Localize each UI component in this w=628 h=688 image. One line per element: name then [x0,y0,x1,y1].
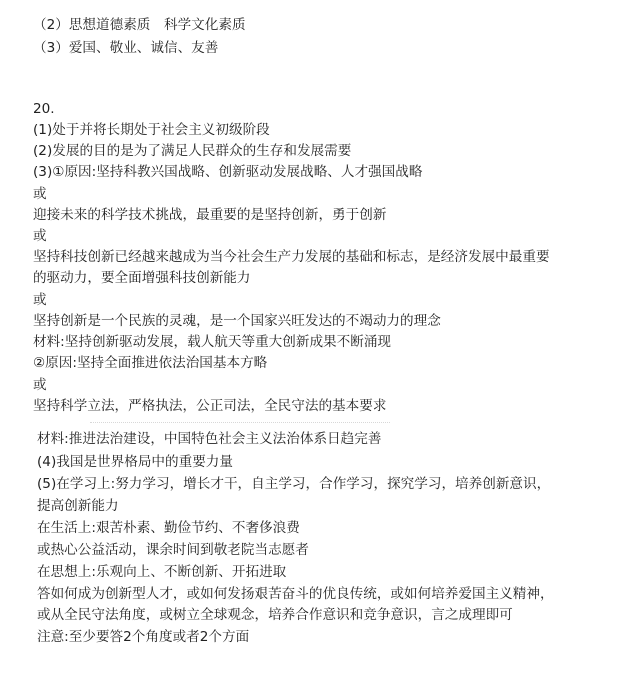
answer-text-line: (5)在学习上:努力学习，增长才干，自主学习，合作学习，探究学习，培养创新意识， [37,476,551,492]
answer-text-line: 或 [33,377,47,393]
answer-text-line: 或 [33,228,47,244]
answer-text-line: 注意:至少要答2个角度或者2个方面 [37,629,250,645]
answer-text-line: 坚持科学立法，严格执法，公正司法，全民守法的基本要求 [33,398,387,414]
question-number: 20. [33,101,55,117]
answer-text-line: 在思想上:乐观向上、不断创新、开拓进取 [37,564,287,580]
answer-text-line: 的驱动力，要全面增强科技创新能力 [33,270,251,286]
answer-text-line: 提高创新能力 [37,498,119,514]
answer-text-line: 或 [33,186,47,202]
page-break-rule [90,422,390,423]
answer-text-line: (4)我国是世界格局中的重要力量 [37,454,233,470]
answer-text-line: 或从全民守法角度，或树立全球观念，培养合作意识和竞争意识，言之成理即可 [37,607,513,623]
answer-text-line: 或热心公益活动，课余时间到敬老院当志愿者 [37,542,309,558]
answer-text-line: 或 [33,292,47,308]
answer-text-line: 迎接未来的科学技术挑战，最重要的是坚持创新，勇于创新 [33,207,387,223]
answer-text-line: (1)处于并将长期处于社会主义初级阶段 [33,122,270,138]
answer-text-line: (2)发展的目的是为了满足人民群众的生存和发展需要 [33,143,352,159]
answer-line-3: （3）爱国、敬业、诚信、友善 [33,40,219,56]
answer-text-line: 坚持科技创新已经越来越成为当今社会生产力发展的基础和标志，是经济发展中最重要 [33,249,550,265]
answer-text-line: 答如何成为创新型人才，或如何发扬艰苦奋斗的优良传统，或如何培养爱国主义精神， [37,586,554,602]
answer-text-line: (3)①原因:坚持科教兴国战略、创新驱动发展战略、人才强国战略 [33,164,423,180]
answer-line-2: （2）思想道德素质 科学文化素质 [33,17,246,33]
answer-text-line: ②原因:坚持全面推进依法治国基本方略 [33,355,268,371]
answer-text-line: 在生活上:艰苦朴素、勤俭节约、不奢侈浪费 [37,520,300,536]
answer-text-line: 材料:推进法治建设，中国特色社会主义法治体系日趋完善 [37,431,382,447]
answer-text-line: 材料:坚持创新驱动发展，载人航天等重大创新成果不断涌现 [33,334,392,350]
answer-text-line: 坚持创新是一个民族的灵魂，是一个国家兴旺发达的不竭动力的理念 [33,313,441,329]
